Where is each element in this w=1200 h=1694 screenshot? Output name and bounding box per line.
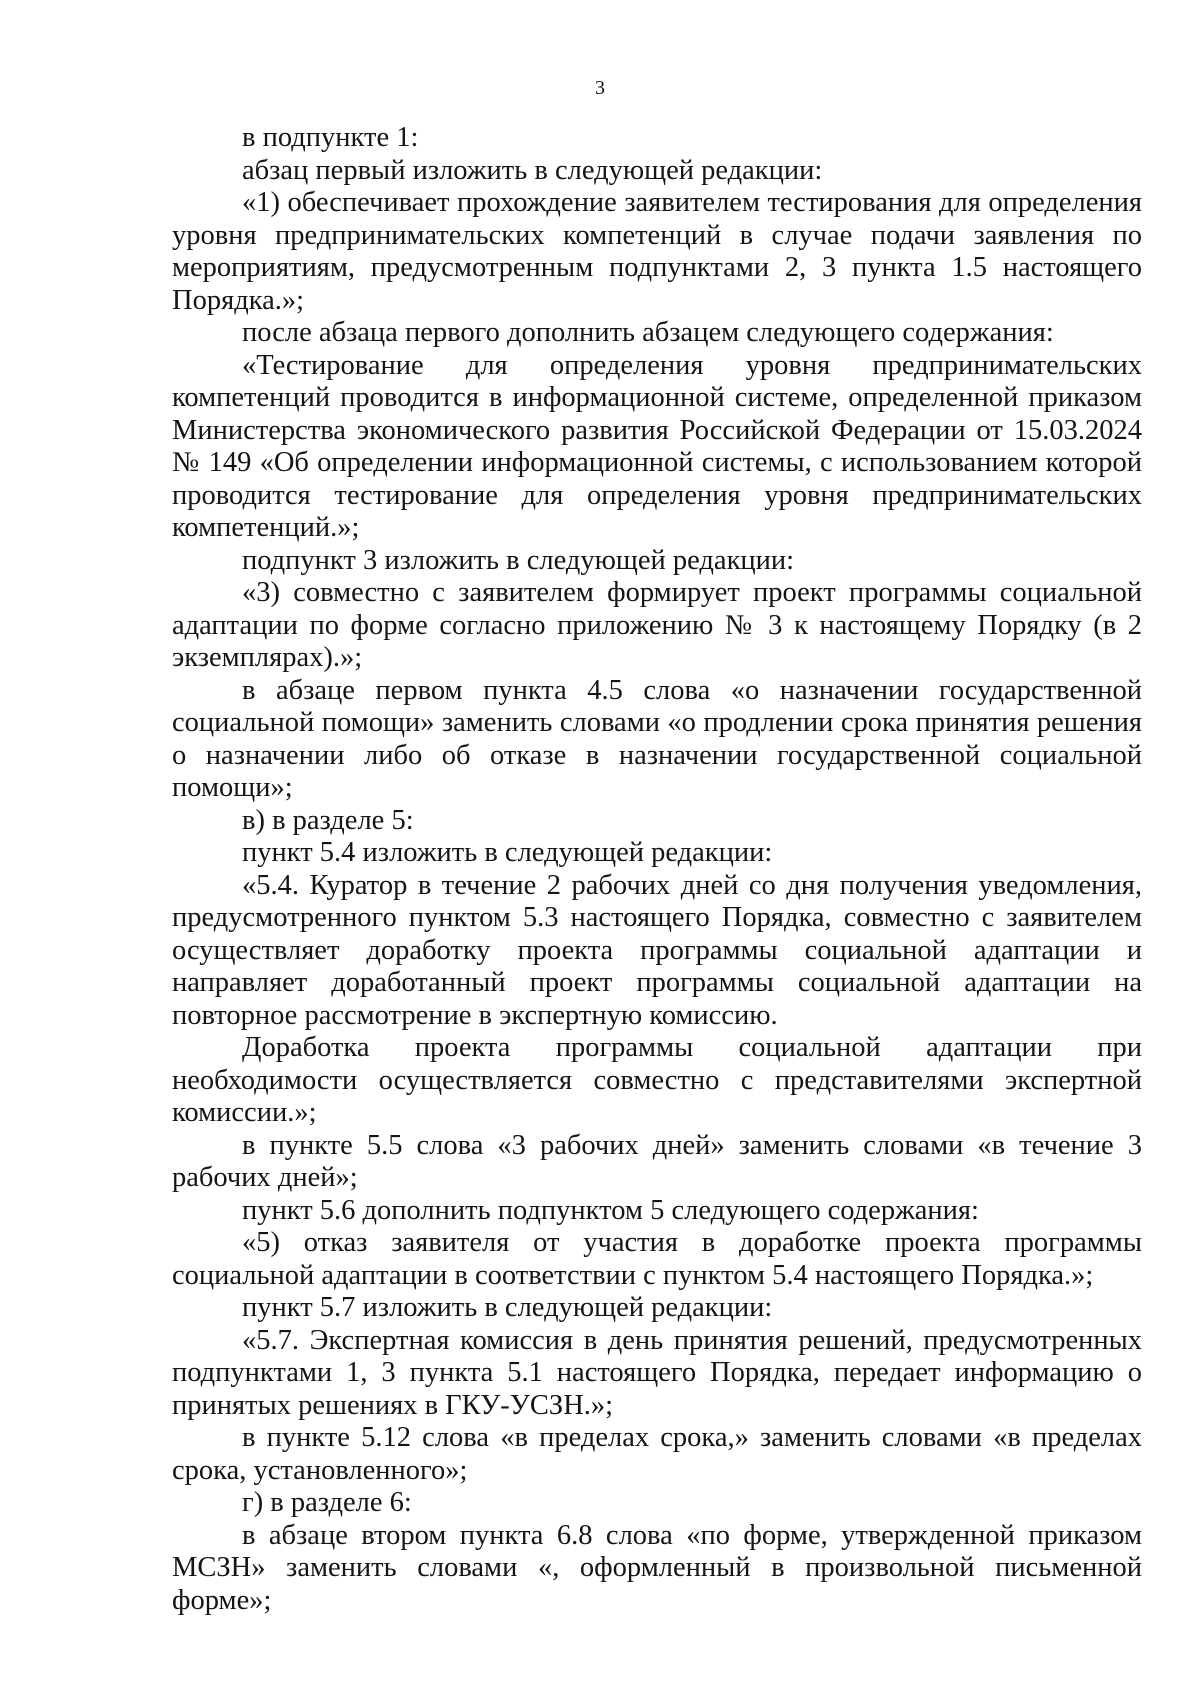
paragraph: пункт 5.6 дополнить подпунктом 5 следующего содержания: xyxy=(242,1194,979,1226)
paragraph: в подпункте 1: xyxy=(242,122,419,153)
paragraph: в пункте 5.12 слова «в пределах срока,» заменить словами «в пределах срока, установленного»; xyxy=(172,1422,1142,1486)
paragraph: «1) обеспечивает прохождение заявителем тестирования для определения уровня предпринимательских компетенций в случае подачи заявления по мероприятиям, предусмотренным подпунктами 2, 3 пункта 1.5 настоящего Порядка.»; xyxy=(172,187,1142,316)
paragraph: подпункт 3 изложить в следующей редакции: xyxy=(242,544,795,576)
paragraph: пункт 5.7 изложить в следующей редакции: xyxy=(242,1292,773,1323)
paragraph: в абзаце втором пункта 6.8 слова «по форме, утвержденной приказом МСЗН» заменить словами «, оформленный в произвольной письменной форме»; xyxy=(172,1519,1142,1616)
paragraph: «5.7. Экспертная комиссия в день принятия решений, предусмотренных подпунктами 1, 3 пункта 5.1 настоящего Порядка, передает информацию о принятых решениях в ГКУ-УСЗН.»; xyxy=(172,1324,1142,1421)
paragraph: пункт 5.4 изложить в следующей редакции: xyxy=(242,837,773,868)
paragraph: абзац первый изложить в следующей редакции: xyxy=(242,154,823,186)
paragraph: в) в разделе 5: xyxy=(242,804,414,836)
paragraph: в абзаце первом пункта 4.5 слова «о назначении государственной социальной помощи» заменить словами «о продлении срока принятия решения о назначении либо об отказе в назначении государственной социальной помощи»; xyxy=(172,674,1142,803)
paragraph: «3) совместно с заявителем формирует проект программы социальной адаптации по форме согласно приложению № 3 к настоящему Порядку (в 2 экземплярах).»; xyxy=(172,577,1142,673)
paragraph: Доработка проекта программы социальной адаптации при необходимости осуществляется совместно с представителями экспертной комиссии.»; xyxy=(172,1032,1142,1128)
paragraph: «5.4. Куратор в течение 2 рабочих дней со дня получения уведомления, предусмотренного пунктом 5.3 настоящего Порядка, совместно с заявителем осуществляет доработку проекта программы социальной адаптации и направляет доработанный проект программы социальной адаптации на повторное рассмотрение в экспертную комиссию. xyxy=(172,869,1142,1031)
paragraph: «Тестирование для определения уровня предпринимательских компетенций проводится в информационной системе, определенной приказом Министерства экономического развития Российской Федерации от 15.03.2024 № 149 «Об определении информационной системы, с использованием которой проводится тестирование для определения уровня предпринимательских компетенций.»; xyxy=(172,349,1142,543)
document-body xyxy=(172,122,1142,1617)
paragraph: г) в разделе 6: xyxy=(242,1487,412,1518)
paragraph: «5) отказ заявителя от участия в доработке проекта программы социальной адаптации в соответствии с пунктом 5.4 настоящего Порядка.»; xyxy=(172,1227,1142,1291)
paragraph: после абзаца первого дополнить абзацем следующего содержания: xyxy=(242,317,1054,348)
paragraph: в пункте 5.5 слова «3 рабочих дней» заменить словами «в течение 3 рабочих дней»; xyxy=(172,1129,1142,1193)
page-number: 3 xyxy=(595,77,605,99)
